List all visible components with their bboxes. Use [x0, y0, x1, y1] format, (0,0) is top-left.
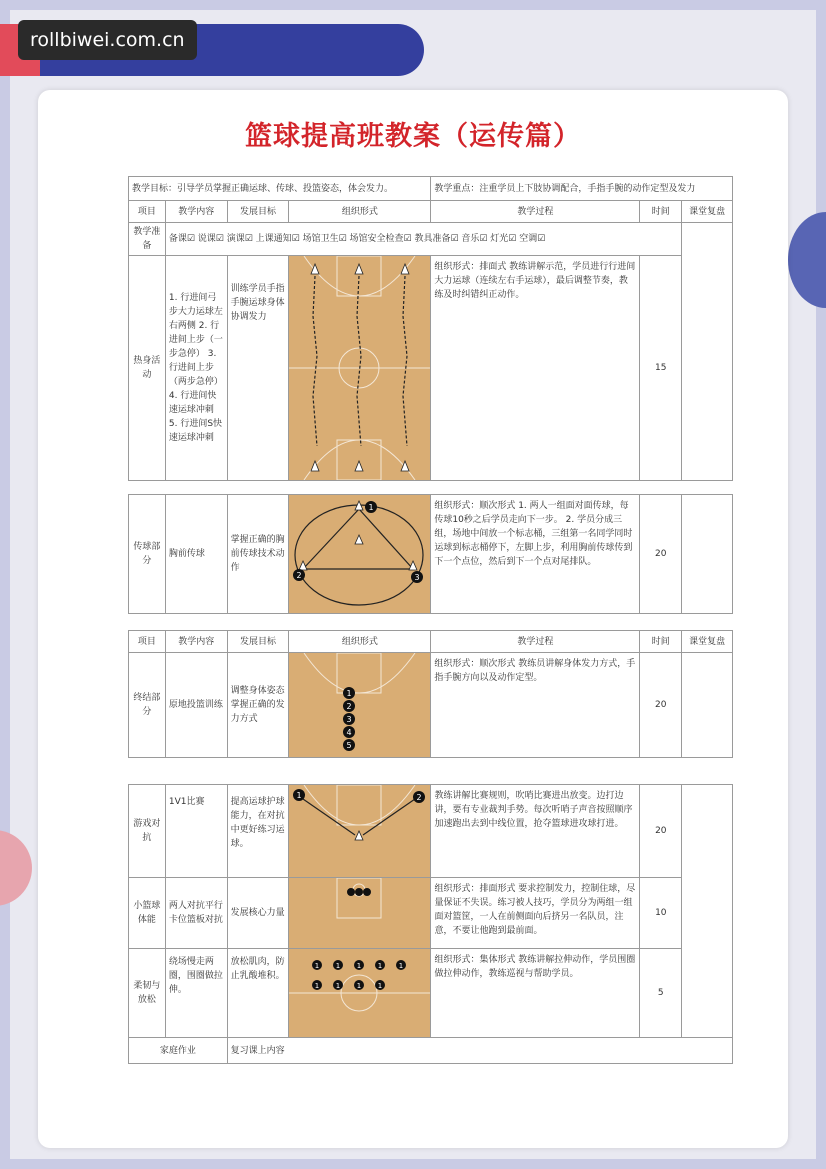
teaching-focus: 教学重点：注重学员上下肢协调配合，手指手腕的动作定型及发力	[431, 177, 733, 201]
game-marker-1: 1	[296, 791, 302, 800]
passing-review	[682, 495, 733, 614]
game-court-diagram	[289, 785, 431, 878]
review-cell	[682, 223, 733, 481]
game-time: 20	[640, 785, 682, 878]
summary-marker-5: 5	[346, 741, 352, 750]
summary-time: 20	[640, 653, 682, 758]
games-review	[682, 785, 733, 1038]
header-item: 项目	[129, 201, 166, 223]
header-review: 课堂复盘	[682, 631, 733, 653]
core-court-diagram	[289, 878, 431, 949]
summary-target: 调整身体姿态掌握正确的发力方式	[227, 653, 289, 758]
stretch-process: 组织形式：集体形式 教练讲解拉伸动作，学员围圈做拉伸动作，教练巡视与帮助学员。	[431, 949, 640, 1038]
header-form: 组织形式	[289, 201, 431, 223]
passing-marker-3: 3	[414, 573, 420, 582]
passing-marker-1: 1	[368, 503, 374, 512]
stretch-target: 放松肌肉，防止乳酸堆积。	[227, 949, 289, 1038]
stretch-marker: 1	[336, 982, 341, 990]
lesson-table-games	[128, 784, 733, 1064]
teaching-goal: 教学目标：引导学员掌握正确运球、传球、投篮姿态，体会发力。	[129, 177, 431, 201]
lesson-table-warmup	[128, 176, 733, 481]
passing-label: 传球部分	[129, 495, 166, 614]
passing-process: 组织形式：顺次形式 1. 两人一组面对面传球，每传球10秒之后学员走向下一步。 2. 学员分成三组，场地中间放一个标志桶，三组第一名同学同时运球到标志桶停下，左脚上步，利用胸前传球传到下一个点位，然后到下一个点对尾排队。	[431, 495, 640, 614]
summary-process: 组织形式：顺次形式 教练员讲解身体发力方式，手指手腕方向以及动作定型。	[431, 653, 640, 758]
passing-content: 胸前传球	[165, 495, 227, 614]
stretch-marker: 1	[315, 982, 320, 990]
stretch-marker: 1	[336, 962, 341, 970]
core-target: 发展核心力量	[227, 878, 289, 949]
header-process: 教学过程	[431, 201, 640, 223]
header-item: 项目	[129, 631, 166, 653]
header-time: 时间	[640, 631, 682, 653]
header-target: 发展目标	[227, 631, 289, 653]
game-process: 教练讲解比赛规则，吹哨比赛进出放变。边打边讲，要有专业裁判手势。每次听哨子声音按照顺序加速跑出去到中线位置，抢夺篮球进攻球打进。	[431, 785, 640, 878]
summary-marker-2: 2	[346, 702, 352, 711]
summary-review	[682, 653, 733, 758]
game-marker-2: 2	[416, 793, 422, 802]
stretch-marker: 1	[315, 962, 320, 970]
stretch-court-diagram	[289, 949, 431, 1038]
core-content: 两人对抗平行卡位篮板对抗	[165, 878, 227, 949]
passing-court-diagram	[289, 495, 431, 614]
watermark: rollbiwei.com.cn	[18, 20, 197, 60]
stretch-time: 5	[640, 949, 682, 1038]
warmup-target: 训练学员手指手腕运球身体协调发力	[227, 256, 289, 481]
warmup-content: 1. 行进间弓步大力运球左右两侧 2. 行进间上步（一步急停） 3. 行进间上步（两步急停） 4. 行进间快速运球冲刺 5. 行进间S快速运球冲刺	[165, 256, 227, 481]
lesson-table-passing	[128, 494, 733, 614]
header-content: 教学内容	[165, 631, 227, 653]
summary-label: 终结部分	[129, 653, 166, 758]
summary-marker-3: 3	[346, 715, 352, 724]
homework-label: 家庭作业	[129, 1038, 228, 1064]
homework-value: 复习课上内容	[227, 1038, 732, 1064]
summary-marker-4: 4	[346, 728, 352, 737]
header-target: 发展目标	[227, 201, 289, 223]
stretch-content: 绕场慢走两圈，围圈做拉伸。	[165, 949, 227, 1038]
stretch-marker: 1	[357, 962, 362, 970]
passing-target: 掌握正确的胸前传球技术动作	[227, 495, 289, 614]
prep-checklist: 备课☑ 说课☑ 演课☑ 上课通知☑ 场馆卫生☑ 场馆安全检查☑ 教具准备☑ 音乐☑ 灯光☑ 空调☑	[165, 223, 681, 256]
warmup-label: 热身活动	[129, 256, 166, 481]
lesson-table-summary	[128, 630, 733, 758]
passing-marker-2: 2	[296, 571, 302, 580]
summary-content: 原地投篮训练	[165, 653, 227, 758]
core-label: 小篮球体能	[129, 878, 166, 949]
header-process: 教学过程	[431, 631, 640, 653]
stretch-marker: 1	[378, 962, 383, 970]
core-time: 10	[640, 878, 682, 949]
header-time: 时间	[640, 201, 682, 223]
stretch-marker: 1	[357, 982, 362, 990]
warmup-time: 15	[640, 256, 682, 481]
warmup-process: 组织形式：排面式 教练讲解示范，学员进行行进间大力运球（连续左右手运球），最后调整节奏，教练及时纠错纠正动作。	[431, 256, 640, 481]
summary-marker-1: 1	[346, 689, 352, 698]
header-review: 课堂复盘	[682, 201, 733, 223]
passing-time: 20	[640, 495, 682, 614]
stretch-label: 柔韧与放松	[129, 949, 166, 1038]
summary-court-diagram	[289, 653, 431, 758]
game-target: 提高运球护球能力，在对抗中更好练习运球。	[227, 785, 289, 878]
stretch-marker: 1	[399, 962, 404, 970]
prep-label: 教学准备	[129, 223, 166, 256]
header-content: 教学内容	[165, 201, 227, 223]
core-process: 组织形式：排面形式 要求控制发力，控制住球，尽量保证不失误。练习被人技巧，学员分为两组一组面对篮筐，一人在前侧面向后挤另一名队员，注意，不要让他跑到最前面。	[431, 878, 640, 949]
game-label: 游戏对抗	[129, 785, 166, 878]
game-content: 1V1比赛	[165, 785, 227, 878]
header-form: 组织形式	[289, 631, 431, 653]
warmup-court-diagram	[289, 256, 431, 481]
page-title: 篮球提高班教案（运传篇）	[245, 121, 581, 152]
stretch-marker: 1	[378, 982, 383, 990]
